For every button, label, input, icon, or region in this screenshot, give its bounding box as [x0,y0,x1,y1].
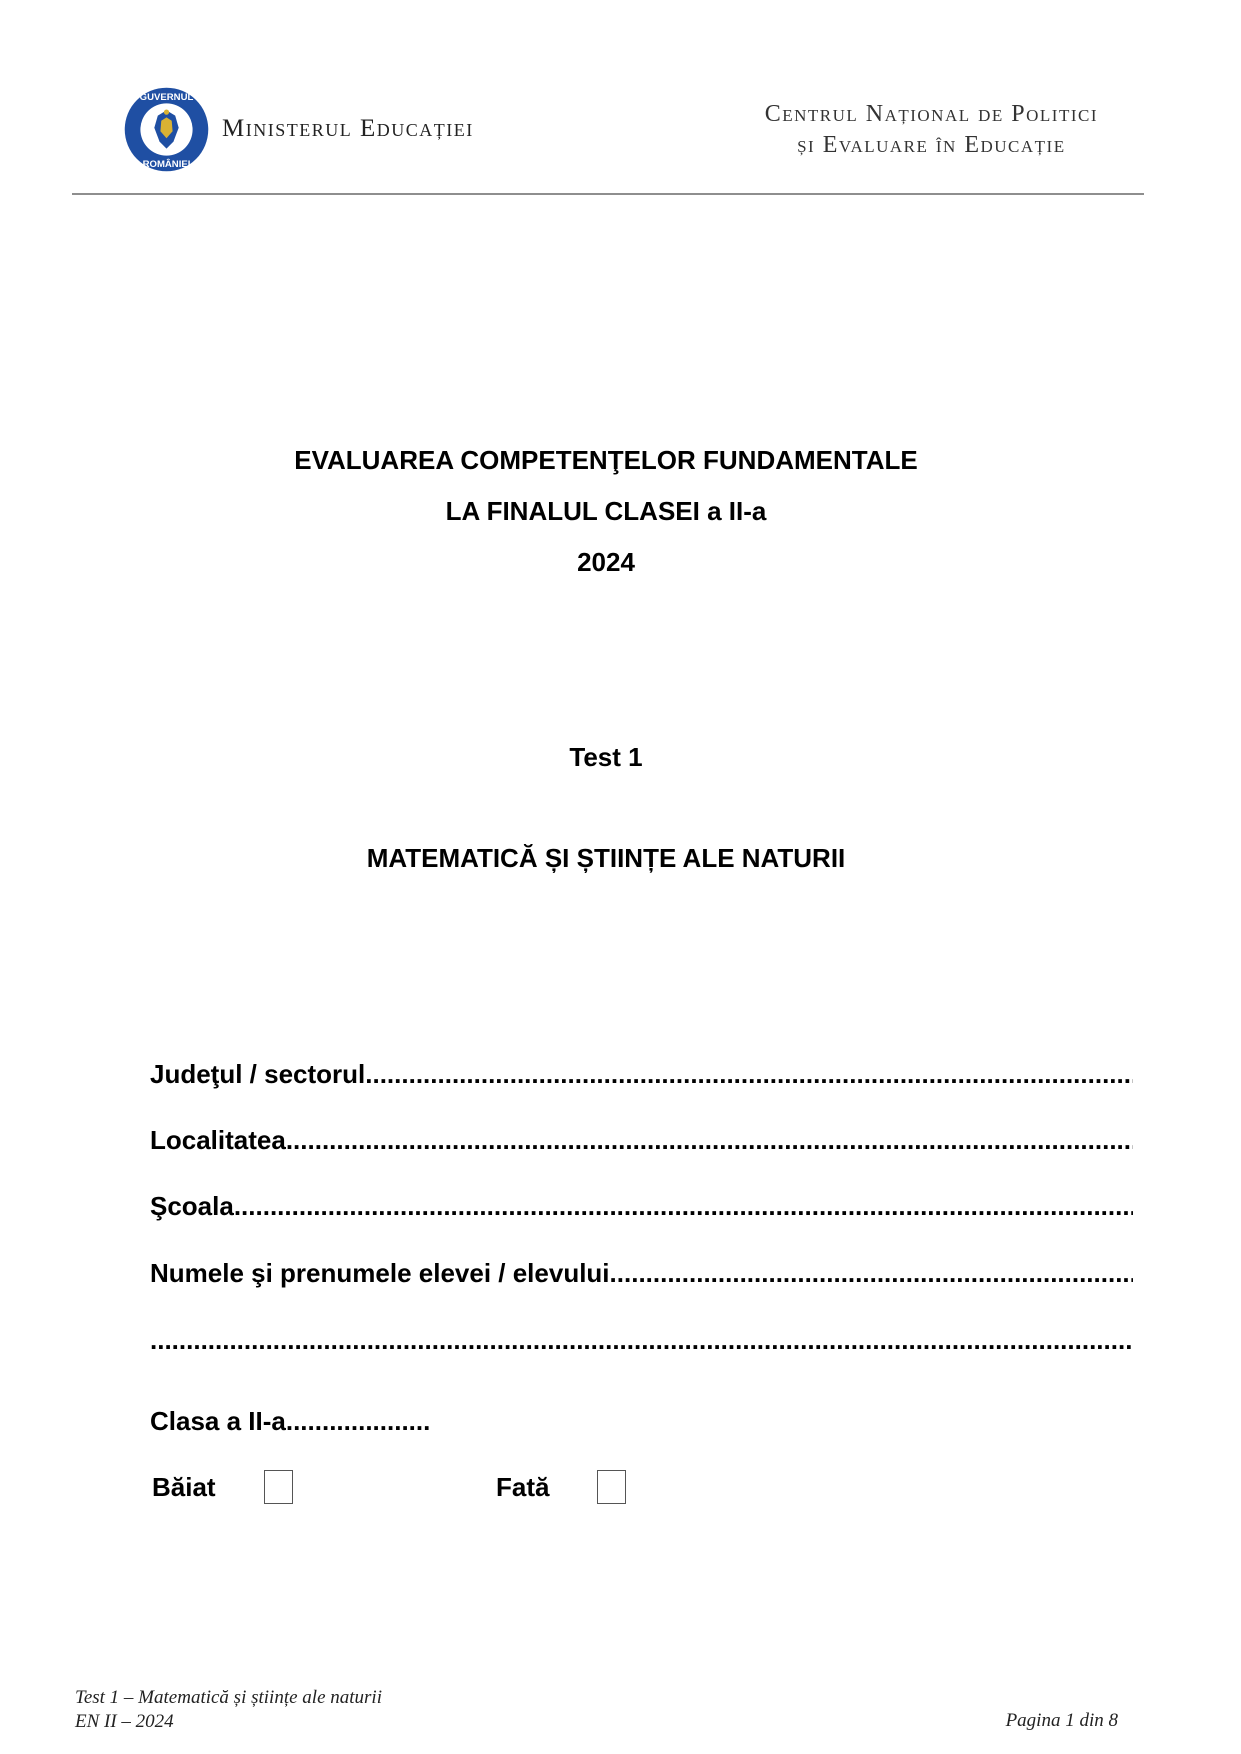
footer-test-name: Test 1 – Matematică și științe ale naturii [75,1687,382,1708]
subject-title: MATEMATICĂ ȘI ȘTIINȚE ALE NATURII [366,843,846,873]
title-line1: EVALUAREA COMPETENŢELOR FUNDAMENTALE [294,445,918,475]
footer-info [75,1686,382,1734]
center-name-line2: și Evaluare în Educație [797,132,1066,158]
footer-exam-code: EN II – 2024 [75,1711,174,1732]
county-dotted-line[interactable] [365,1059,1133,1090]
exam-title [0,435,1212,588]
class-label: Clasa a II-a [150,1406,286,1436]
student-name-continuation-dotted-line[interactable] [150,1325,1133,1356]
girl-checkbox[interactable] [597,1470,626,1504]
class-dotted-line[interactable]: .................... [285,1406,431,1436]
svg-text:ROMÂNIEI: ROMÂNIEI [142,158,191,170]
locality-field[interactable] [150,1125,1133,1156]
header-divider [72,193,1144,195]
page-header [0,0,1241,200]
student-name-field[interactable] [150,1258,1133,1289]
student-name-label: Numele şi prenumele elevei / elevului [150,1258,610,1288]
test-label: Test 1 [569,742,643,772]
county-field[interactable] [150,1059,1133,1090]
boy-checkbox[interactable] [264,1470,293,1504]
svg-text:GUVERNUL: GUVERNUL [139,91,194,103]
locality-label: Localitatea [150,1125,286,1155]
locality-dotted-line[interactable] [286,1125,1133,1156]
ministry-name: Ministerul Educației [222,115,474,142]
girl-label: Fată [496,1472,550,1502]
page-number: Pagina 1 din 8 [1005,1710,1118,1731]
title-line2: LA FINALUL CLASEI a II-a [445,496,767,526]
class-field[interactable] [150,1406,430,1437]
school-label: Şcoala [150,1191,234,1221]
evaluation-center-name [765,99,1098,161]
county-label: Judeţul / sectorul [150,1059,366,1089]
government-seal-icon [123,86,210,173]
student-name-continuation[interactable] [150,1325,1133,1356]
student-name-dotted-line[interactable] [610,1258,1133,1289]
boy-label: Băiat [152,1472,216,1502]
school-dotted-line[interactable] [234,1191,1133,1222]
school-field[interactable] [150,1191,1133,1222]
center-name-line1: Centrul Național de Politici [764,101,1098,127]
title-year: 2024 [577,547,635,577]
